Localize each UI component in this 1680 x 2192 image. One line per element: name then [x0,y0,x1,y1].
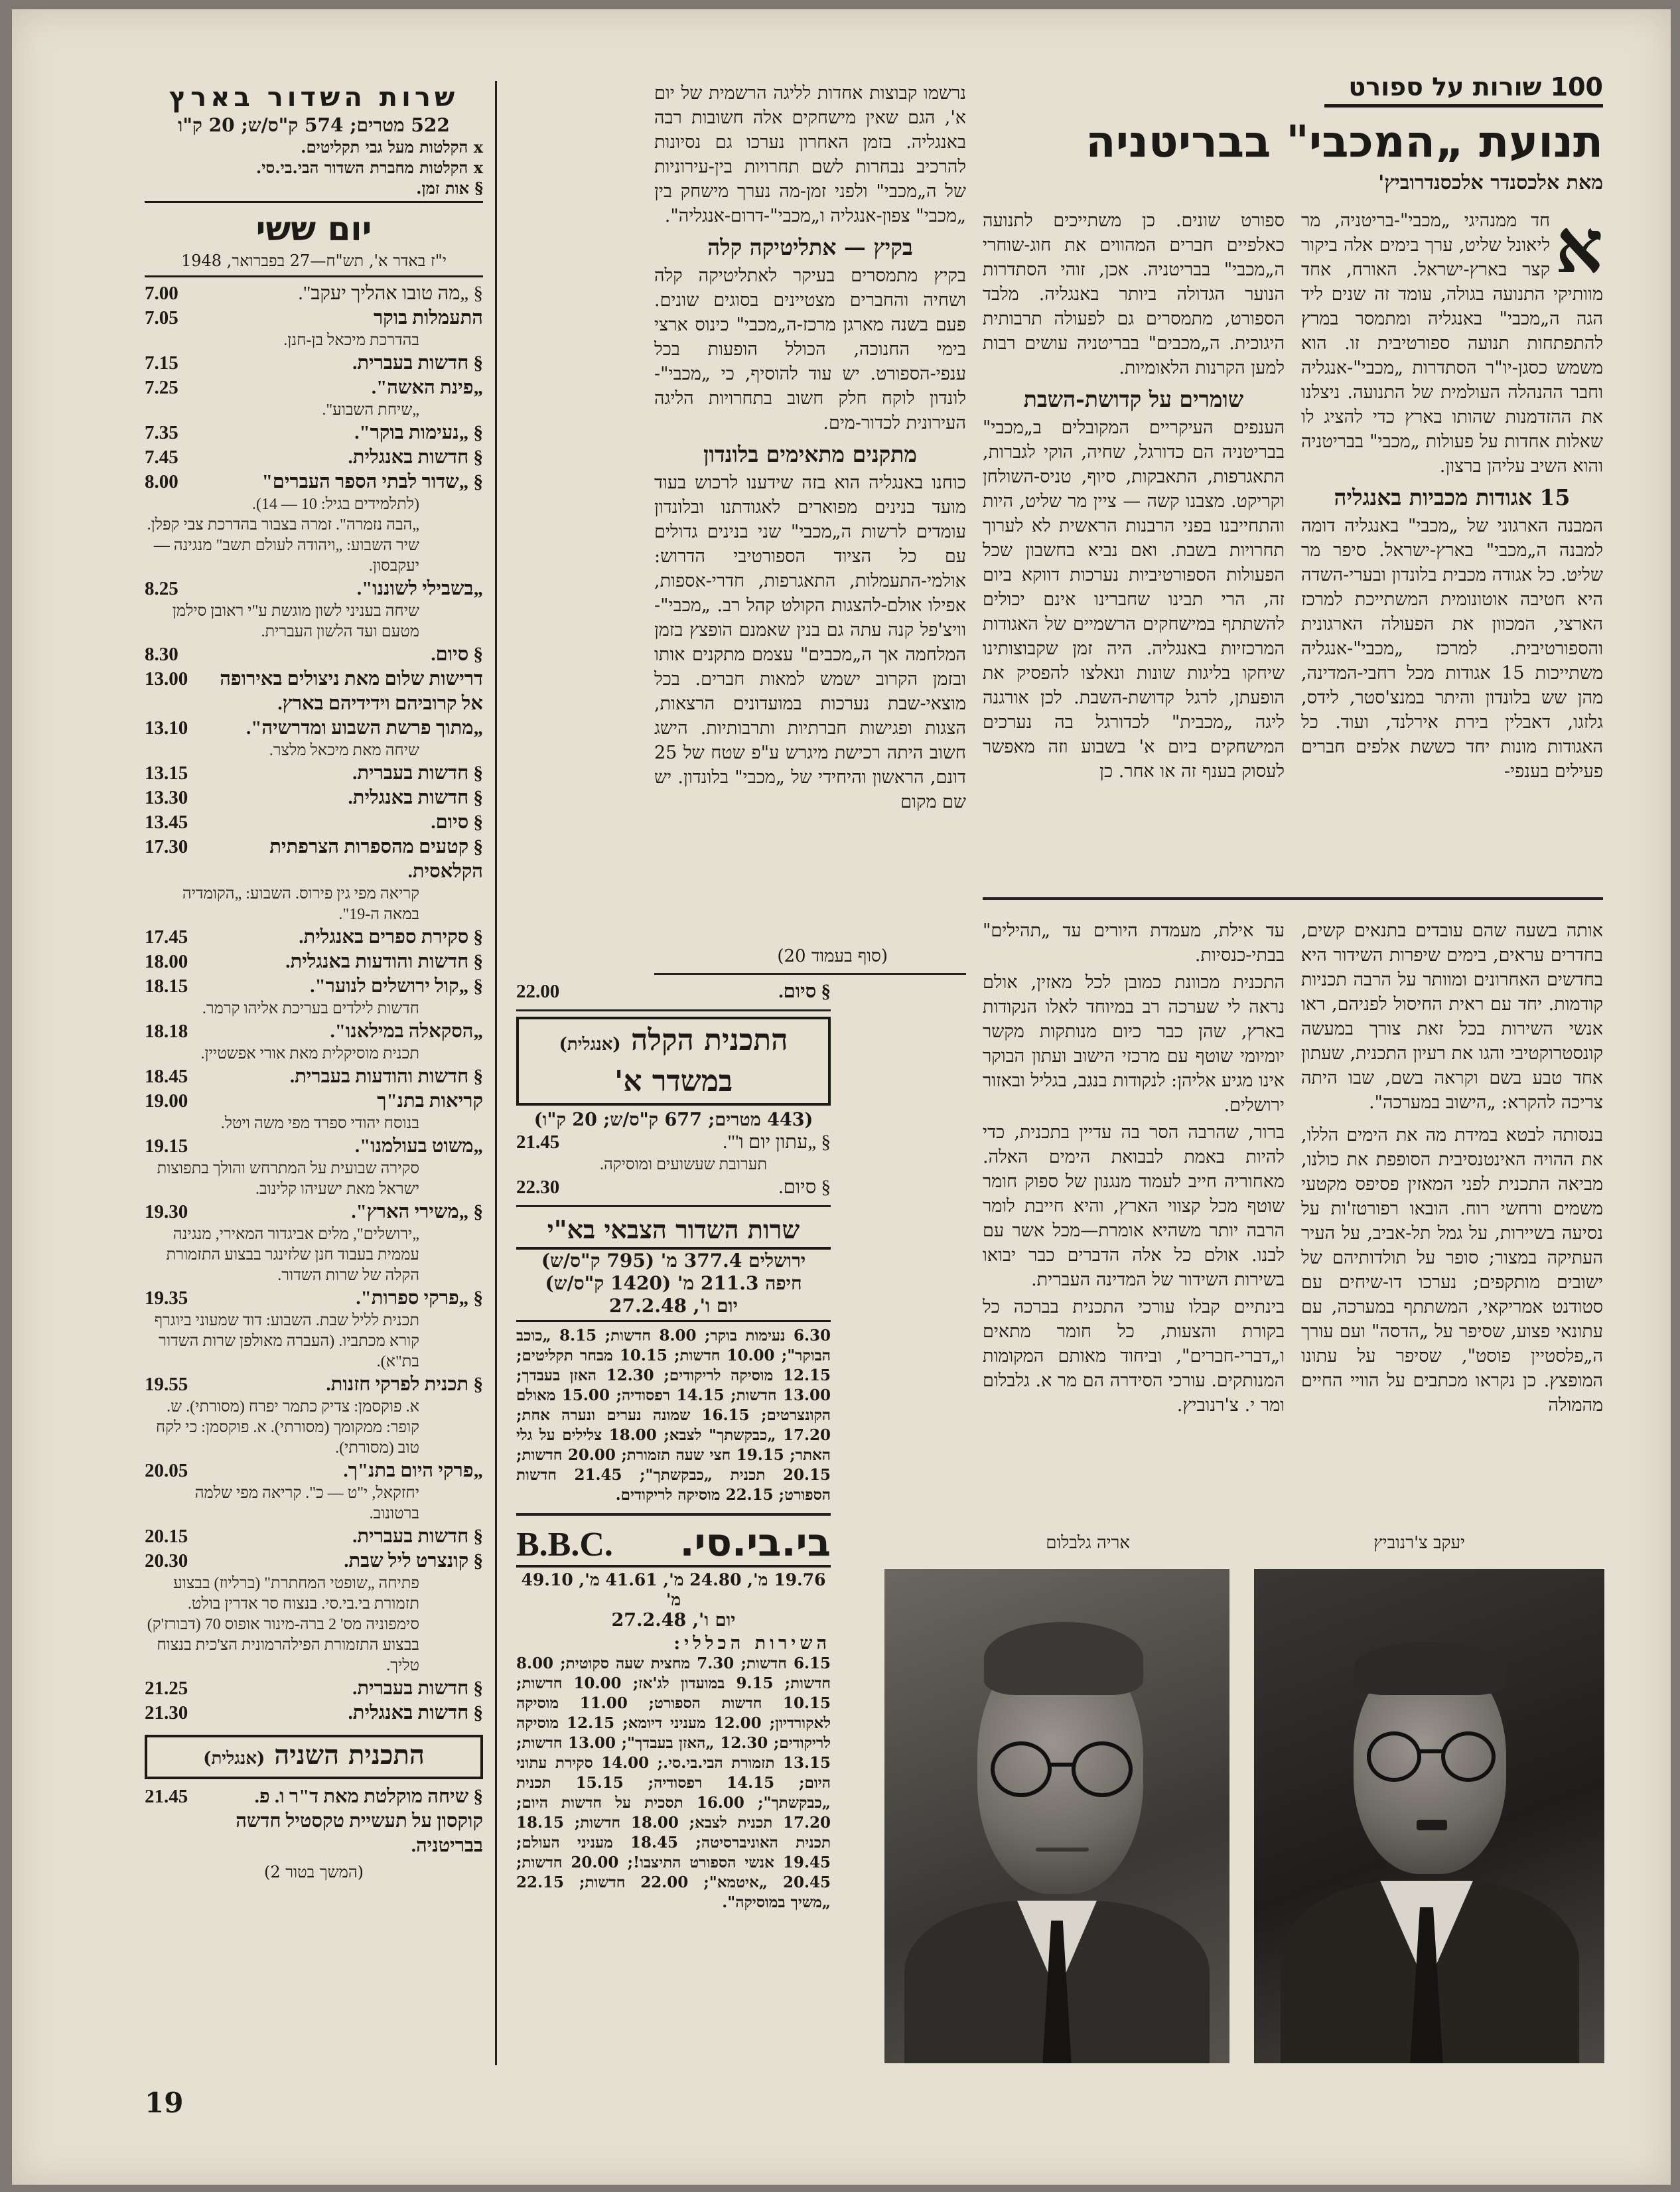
listings-panel [516,980,831,2068]
army-frequency: ירושלים 377.4 מ' (795 ק"ס/ש) [541,1250,806,1272]
article-paragraph: חד ממנהיגי „מכבי"-בריטניה, מר ליאונל שליט, ערך בימים אלה ביקור קצר בארץ-ישראל. האורח, אחד מוותיקי התנועה בגולה, עומד זה שנים ליד הגה ה„מכבי" באנגליה ומתמסר במרץ להתפתחות תנועה ספורטיבית זו. הוא משמש כסגן-יו"ר הסתדרות „מכבי"-אנגליה וחבר ההנהלה העולמית של התנועה. ניצלנו את ההזדמנות שהותו בארץ כדי להציג לו שאלות אחדות על פעולות „מכבי" בבריטניה והוא השיב עליהן ברצון. [1301,210,1603,476]
program-note: קריאה מפי גין פירוס. השבוע: „הקומדיה במאה ה-19". [182,885,419,923]
page-number: 19 [145,2086,184,2119]
program-time: 8.00 [145,471,178,492]
kicker-text: 100 שורות על ספורט [1348,72,1603,102]
program-title: § „קול ירושלים לנוער". [310,976,483,997]
article-paragraph: בינתיים קבלו עורכי התכנית בברכה כל בקורת והצעות, כל חומר מתאים ו„דברי-חברים", וביחוד מאותם המקומות המנותקים. עורכי הסידרה הם מר א. גלבלום ומר י. צ'רנוביץ. [983,1297,1285,1416]
program-title: דרישות שלום מאת ניצולים באירופה אל קרוביהם וידידיהם בארץ. [220,668,483,714]
program-title: § „משירי הארץ". [351,1201,483,1222]
program-title: § קטעים מהספרות הצרפתית הקלאסית. [269,836,483,882]
program-row [145,761,483,786]
article-title: תנועת „המכבי" בבריטניה [1085,116,1603,167]
column-divider [495,81,497,2065]
program-time: 8.25 [145,578,178,599]
divider [983,897,1603,900]
program-title: „פרקי היום בתנ"ך. [343,1460,483,1481]
program-note: חדשות לילדים בעריכת אליהו קרמר. [202,1000,419,1017]
schedule-panel [145,81,483,2079]
program-title: § תכנית לפרקי חזנות. [326,1374,483,1395]
drop-cap: א [1555,208,1603,290]
light-program-frequency: (443 מטרים; 677 ק"ס/ש; 20 ק"ו) [533,1110,813,1130]
article-paragraph: כוחנו באנגליה הוא בזה שידענו לרכוש בעוד מועד בנינים מפוארים לאגודתנו ובלונדון עומדים לרשות ה„מכבי" שני בנינים גדולים עם כל הציוד הספורטיבי הדרוש: אולמי-התעמלות, התאגרפות, חדרי-אספות, אפילו אולם-להצגות הקולט קהל רב. „מכבי"-וויצ'פל קנה עתה גם בנין שאמנם הופצץ בזמן המלחמה אך ה„מכבים" עצמם מתקנים אותו ובזמן הקרוב ישמש למאות חברים. בכל מוצאי-שבת נערכות במועדונים הרצאות, הצגות ופגישות חברתיות ותרבותיות. הישג חשוב היתה רכישת מיגרש ע"פ שטח של 25 דונם, הראשון והיחידי של „מכבי" בלונדון. יש שם מקום [654,473,966,812]
program-time: 8.30 [145,644,178,665]
light-program-list [516,1130,831,1200]
program-time: 17.30 [145,836,188,857]
portrait-photo [1254,1569,1604,2063]
program-time: 13.45 [145,812,188,833]
article-paragraph: בקיץ מתמסרים בעיקר לאתליטיקה קלה ושחיה והחברים מצטיינים בסוגים שונים. פעם בשנה מארגן מרכז-ה„מכבי" כינוס ארצי בימי החנוכה, הכולל הופעות בכל ענפי-הספורט. יש עוד להוסיף, כי „מכבי"-לונדון לוקח חלק חשוב בתחרויות הליגה העירונית לכדור-מים. [654,265,966,433]
article-paragraph: בנסותה לבטא במידת מה את הימים הללו, את ההויה האינטנסיבית הסופפת את כולנו, מביאה התכנית לפני המאזין פסיפס מקטעי משמים ורחשי רוח. הובאו רפורטז'ות על נסיעה בשיירות, על גמל תל-אביב, על העיר העתיקה במצור; סופר על תולדותיהם של ישובים מותקפים; נערכו דו-שיחים עם סטודנט אמריקאי, המשתתף במערכה, עם עתונאי פצוע, שסיפר על „הדסה" ועם עורך ה„פלסטיין פוסט", שסיפר על עתונו המופצץ. כן נקראו מכתבים על הוויי החיים מהמולה [1301,1125,1603,1416]
second-program-header [145,1735,483,1779]
bbc-service: השירות הכללי: [673,1633,831,1654]
program-note: א. פוקסמן: צדיק כתמר יפרח (מסורתי). ש. קופר: ממקומך (מסורתי). א. פוקסמן: כי לקח טוב (מסורתי). [155,1398,419,1457]
divider [516,1009,831,1011]
magazine-page [12,9,1671,2185]
program-time: 21.30 [145,1702,188,1723]
program-time: 20.05 [145,1460,188,1481]
program-row [516,1175,831,1200]
schedule-legend: x הקלטות מעל גבי תקליטים. [301,137,483,157]
program-row [145,351,483,376]
program-note: תכנית מוסיקלית מאת אורי אפשטיין. [200,1045,419,1062]
program-note: יחזקאל, י"ט — כ". קריאה מפי שלמה ברטונוב. [194,1485,419,1522]
program-row [145,1286,483,1311]
program-row [145,786,483,810]
divider [654,973,966,975]
program-time: 7.35 [145,422,178,443]
article-paragraph: ברור, שהרבה הסר בה עדיין בתכנית, כדי להיות באמת לבבואת הימים האלה. מאחוריה חייב לעמוד מנגנון של ספוק חומר שוטף מכל קצווי הארץ, והיא חייבת לומר הרבה יותר משהיא אומרת—מכל אשר עם לבנו. אולם כל אלה הדברים כבר יבואו בשירות השידור של המדינה העברית. [983,1122,1285,1290]
program-title: § חדשות באנגלית. [348,1702,483,1723]
program-time: 13.10 [145,717,188,739]
program-time: 7.25 [145,377,178,398]
program-title: „הסקאלה במילאנו". [330,1021,483,1042]
light-program-subtitle: במשדר א' [614,1064,733,1098]
program-row [145,281,483,306]
portrait-photo [884,1569,1229,2063]
program-title: § „מה טובו אהליך יעקב". [298,283,483,304]
article-byline: מאת אלכסנדר אלכסנדרוביץ' [1378,171,1603,194]
program-title: § סיום. [431,812,483,833]
program-title: § חדשות והודעות בעברית. [289,1066,483,1087]
program-title: § „שדור לבתי הספר העברים" [261,471,483,492]
program-title: § סיום. [431,644,483,665]
program-time: 21.45 [145,1786,188,1807]
program-note: בנוסח יהודי ספרד מפי משה ויטל. [220,1115,419,1132]
program-title: § חדשות באנגלית. [348,787,483,808]
program-time: 18.45 [145,1066,188,1087]
program-title: „מתוך פרשת השבוע ומדרשיה". [245,717,483,739]
program-time: 7.15 [145,352,178,374]
program-row [145,376,483,400]
program-title: § חדשות והודעות באנגלית. [285,951,483,972]
bbc-frequency: 19.76 מ', 24.80 מ', 41.61 מ', 49.10 מ' [521,1570,826,1609]
article-subheading: מתקנים מתאימים בלונדון [703,441,917,467]
program-time: 13.15 [145,763,188,784]
army-listing: 6.30 נעימות בוקר; 8.00 חדשות; 8.15 „כוכב הבוקר"; 10.00 חדשות; 10.15 מבחר תקליטים; 12.15 מוסיקה לריקודים; 12.30 האזן בעבדך; 13.00 חדשות; 14.15 רפסודיה; 15.00 מאולם הקונצרטים; 16.15 שמונה נערים ונערה אחת; 17.20 „כבקשתך" לצבא; 18.00 צלילים על גלי האתר; 19.15 חצי שעה תזמורת; 20.00 חדשות; 20.15 תכנית „כבקשתך"; 21.45 חדשות הספורט; 22.15 מוסיקה לריקודים. [516,1327,831,1504]
program-title: „פינת האשה". [371,377,483,398]
program-time: 20.15 [145,1526,188,1547]
program-note: (לתלמידים בגיל: 10 — 14). [251,496,419,513]
army-service-header: שרות השדור הצבאי בא"י [516,1212,831,1250]
army-day: יום ו', 27.2.48 [516,1295,831,1322]
article-paragraph: הענפים העיקריים המקובלים ב„מכבי" בבריטניה הם כדורגל, שחיה, הוקי לגברות, התאגרפות, התאבקות, סיוף, טניס-השולחן וקריקט. מצבנו קשה — ציין מר שליט, היות והתחייבנו בפני הרבנות הראשית לא לערוך תחרויות בשבת. ואם נביא בחשבון שכל הפעולות הספורטיביות נערכות דווקא ביום זה, הרי תבינו שחברינו אינם יכולים להשתתף במישחקים הרשמיים של האגודות המרכזיות באנגליה. היה זמן שקבוצותינו שיחקו בליגות שונות ונאלצו להפסיק את הופעתן, לרגל קדושת-השבת. לכן אורגנה ליגה „מכבית" לכדורגל בה נערכים המישחקים ביום א' בשבוע וזה מאפשר לעסוק בענף זה או אחר. כן [983,417,1285,782]
lower-column-left [983,918,1285,1463]
program-time: 18.15 [145,976,188,997]
program-note: „שיחת השבוע". [322,402,419,419]
program-note: שיחה מאת מיכאל מלצר. [269,742,419,759]
second-program-tag: (אנגלית) [203,1749,265,1769]
section-kicker [1324,69,1603,108]
program-time: 22.30 [516,1177,560,1198]
bbc-title-hebrew: בי.בי.סי. [679,1520,831,1565]
program-row [145,1019,483,1044]
program-title: התעמלות בוקר [373,307,483,329]
program-row [145,306,483,330]
program-time: 17.45 [145,926,188,948]
program-note: תערובת שעשועים ומוסיקה. [599,1156,767,1173]
program-time: 19.15 [145,1135,188,1157]
program-row [145,421,483,445]
program-row [145,577,483,601]
program-row [145,1549,483,1573]
bbc-day: יום ו', 27.2.48 [611,1610,736,1631]
program-title: § סיום. [778,1177,831,1198]
program-row [145,642,483,667]
program-time: 21.45 [516,1132,560,1153]
second-program-title: התכנית השניה [274,1739,425,1771]
program-row [145,1200,483,1224]
continued-note: (סוף בעמוד 20) [777,946,888,966]
program-row [145,716,483,741]
program-time: 19.00 [145,1090,188,1112]
program-time: 19.55 [145,1374,188,1395]
program-title: § חדשות בעברית. [352,1526,483,1547]
continued-note: (המשך בטור 2) [263,1863,364,1881]
bbc-title-latin: B.B.C. [516,1526,613,1564]
program-time: 13.30 [145,787,188,808]
light-program-header [516,1017,831,1106]
program-time: 13.00 [145,668,188,690]
program-row [145,1701,483,1725]
program-time: 21.25 [145,1678,188,1699]
program-row [145,974,483,999]
program-time: 20.30 [145,1550,188,1571]
second-program-list [145,1785,483,1858]
program-note: שיחה בעניני לשון מוגשת ע"י ראובן סילמן מטעם ועד הלשון העברית. [172,603,419,640]
program-row [145,1089,483,1114]
program-row [145,667,483,716]
program-time: 7.00 [145,283,178,304]
divider [516,1205,831,1207]
program-time: 18.00 [145,951,188,972]
program-row [145,1785,483,1858]
program-title: § „פרקי ספרות". [356,1287,483,1309]
program-title: „משוט בעולמנו". [354,1135,483,1157]
article-paragraph: אותה בשעה שהם עובדים בתנאים קשים, בחדרים עראים, בימים שיפרות השידור היא בחדשים האחרונים ומוותר על הרבה תכניות קודמות. יחד עם ראית החיסול לפניהם, ראו אנשי השירות בכל זאת צורך במעשה קונסטרוקטיבי והגו את רעיון התכנית, שעתון אחד טבע בשם וקראה בשם, שבו היתה צריכה להקרא: „הישוב במערכה". [1301,920,1603,1113]
program-title: § שיחה מוקלטת מאת ד"ר ו. פ. קוקסון על תעשיית טקסטיל חדשה בבריטניה. [236,1786,483,1856]
schedule-frequency: 522 מטרים; 574 ק"ס/ש; 20 ק"ו [178,114,450,136]
program-time: 19.35 [145,1287,188,1309]
program-title: § קונצרט ליל שבת. [344,1550,483,1571]
program-row [145,1524,483,1549]
article-column-1 [1301,208,1603,892]
program-time: 18.18 [145,1021,188,1042]
program-title: § „עתון יום ו'". [723,1132,831,1153]
divider [516,1513,831,1516]
program-time: 19.30 [145,1201,188,1222]
program-time: 7.45 [145,447,178,468]
lower-column-right [1301,918,1603,1536]
program-time: 7.05 [145,307,178,329]
end-label: § סיום. [778,981,831,1002]
program-row [145,470,483,494]
bbc-listing: 6.15 חדשות; 7.30 מחצית שעה סקוטית; 8.00 חדשות; 9.15 במועדון לג'אז; 10.00 חדשות; 10.15 חדשות הספורט; 11.00 מוסיקה לאקורדיון; 12.00 מעניני דיומא; 12.15 מוסיקה לריקודים; 12.30 „האזן בעבדך"; 13.00 חדשות; 13.15 תזמורת הבי.בי.סי.; 14.00 סקירת עתוני היום; 14.15 רפסודיה; 15.15 תכנית „כבקשתך"; 16.00 תסכית על חדשות היום; 17.20 תכנית לצבא; 18.00 חדשות; 18.15 תכנית האוניברסיטה; 18.45 מעניני העולם; 19.45 אנשי הספורט התיצבו!; 20.00 חדשות; 20.45 „איטמא"; 22.00 חדשות; 22.15 „משיך במוסיקה". [516,1654,831,1911]
schedule-list [145,281,483,1725]
end-row [516,980,831,1004]
light-program-title: התכנית הקלה [631,1023,788,1057]
photo-caption: אריה גלבלום [1046,1533,1130,1553]
program-row [145,445,483,470]
article-subheading: שומרים על קדושת-השבת [1023,386,1244,412]
program-title: קריאות בתנ"ך [377,1090,483,1112]
article-paragraph: ספורט שונים. כן משתייכים לתנועה כאלפיים חברים המהווים את חוג-שוחרי ה„מכבי" בבריטניה. אכן, זוהי הסתדרות הנוער הגדולה ביותר באנגליה. מלבד הספורט, מתמסרים גם לפעולה תרבותית היגוכית. ה„מכבים" בבריטניה עושים רבות למען הקרנות הלאומיות. [983,210,1285,378]
program-row [516,1130,831,1155]
program-note: „הבה נזמרה". זמרה בצבור בהדרכת צבי קפלן. שיר השבוע: „ויהודה לעולם תשב" מנגינה — יעקבסון. [147,516,419,575]
program-row [145,810,483,835]
program-title: „בשבילי לשוננו". [356,578,483,599]
schedule-day: יום ששי [255,210,372,248]
program-title: § חדשות בעברית. [352,763,483,784]
program-row [145,925,483,950]
article-column-3 [654,81,966,964]
program-note: פתיחה „שופטי המחתרת" (ברליוז) בבצוע תזמורת בי.בי.סי. בנצוח סר אדרין בולט. סימפוניה מס' 2 ברה-מינור אופוס 70 (דבורז'ק) בבצוע התזמורת הפילהרמונית הצ'כית בנצוח טליך. [147,1575,419,1674]
program-title: § חדשות בעברית. [352,352,483,374]
program-note: סקירה שבועית על המתרחש והולך בתפוצות ישראל מאת ישעיהו קלינוב. [157,1160,419,1198]
article-subheading: בקיץ — אתליטיקה קלה [707,234,913,260]
article-paragraph: נרשמו קבוצות אחדות לליגה הרשמית של יום א', הגם שאין מישחקים אלה חשובות רבה באנגליה. בזמן האחרון נערכו גם נסיונות להרכיב נבחרות לשם תחרויות בין-עירוניות של ה„מכבי" ולפני זמן-מה נערך מישחק בין „מכבי" צפון-אנגליה ו„מכבי"-דרום-אנגליה". [654,83,966,226]
program-title: § חדשות בעברית. [352,1678,483,1699]
program-title: § סקירת ספרים באנגלית. [299,926,483,948]
program-note: „ירושלים", מלים אביגדור המאירי, מנגינה עממית בעבוד חנן שלזינגר בבצוע התזמורת הקלה של שרות השדור. [166,1226,419,1284]
program-row [145,950,483,974]
program-note: בהדרכת מיכאל בן-חנן. [283,332,419,349]
schedule-legend: x הקלטות מחברת השדור הבי.בי.סי. [255,158,483,177]
program-title: § „נעימות בוקר". [354,422,483,443]
schedule-legend: § אות זמן. [145,178,483,203]
army-frequency: חיפה 211.3 מ' (1420 ק"ס/ש) [545,1272,802,1294]
program-row [145,1134,483,1159]
program-note: תכנית לליל שבת. השבוע: דוד שמעוני ביוגרף קורא מכתביו. (העברה מאולפן שרות השדור בת"א). [154,1312,419,1370]
bbc-header [516,1520,831,1568]
article-paragraph: התכנית מכוונת כמובן לכל מאזין, אולם נראה לי שערכה רב במיוחד לאלו הנקודות בארץ, שהן כבר כיום מנותקות מקשר יומיומי שוטף עם מרכזי הישוב ועתון הבוקר אינו מגיע אליהן: לנקודות בנגב, בגליל ובאזור ירושלים. [983,972,1285,1116]
schedule-header: שרות השדור בארץ [169,82,459,113]
program-row [145,835,483,884]
program-row [145,1676,483,1701]
light-program-tag: (אנגלית) [559,1035,621,1055]
photo-caption: יעקב צ'רנוביץ [1373,1533,1465,1553]
program-title: § חדשות באנגלית. [348,447,483,468]
article-paragraph: המבנה הארגוני של „מכבי" באנגליה דומה למבנה ה„מכבי" בארץ-ישראל. סיפר מר שליט. כל אגודה מכבית בלונדון ובערי-השדה היא חטיבה אוטונומית המשתייכת למרכז הארצי, המכוון את הפעולה הארגונית והספורטיבית. למרכז „מכבי"-אנגליה משתייכות 15 אגודות מכל רחבי-המדינה, מהן שש בלונדון והיתר במנצ'סטר, לידס, גלזגו, דאבלין בירת אירלנד, ועוד. כל האגודות מונות יחד כששת אלפים חברים פעילים בענפי- [1301,516,1603,782]
end-time: 22.00 [516,981,560,1002]
program-row [145,1459,483,1483]
program-row [145,1064,483,1089]
article-paragraph: עד אילת, מעמדת היורים עד „תהילים" בבתי-כנסיות. [983,920,1285,966]
article-subheading: 15 אגודות מכביות באנגליה [1334,484,1571,510]
program-row [145,1372,483,1397]
article-column-2 [983,208,1285,892]
schedule-date: י"ז באדר א', תש"ח—27 בפברואר, 1948 [145,251,483,277]
